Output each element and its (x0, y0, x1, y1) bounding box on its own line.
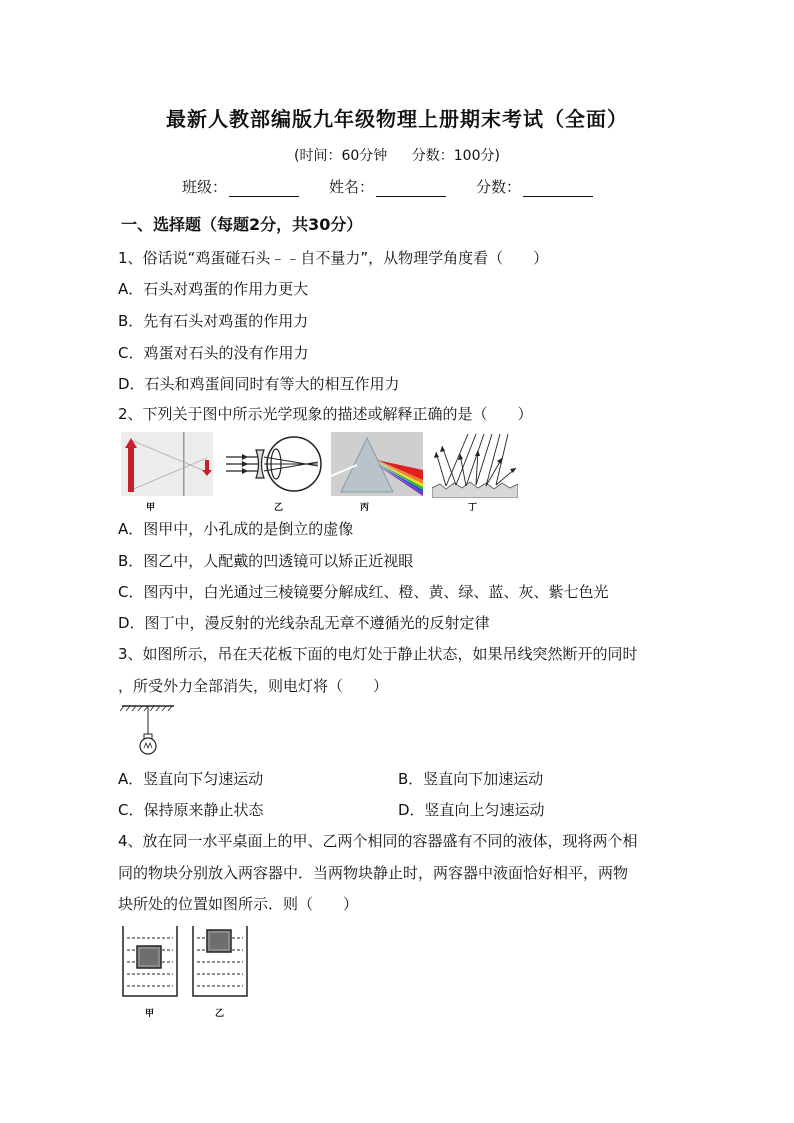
q3-option-d: D．竖直向上匀速运动 (398, 801, 545, 819)
q1-option-b: B．先有石头对鸡蛋的作用力 (118, 312, 309, 330)
class-field (182, 176, 299, 197)
q1-option-c: C．鸡蛋对石头的没有作用力 (118, 344, 309, 362)
name-blank (376, 180, 446, 197)
q4-caption-jia: 甲 (145, 1009, 155, 1019)
q4-stem-line1: 4、放在同一水平桌面上的甲、乙两个相同的容器盛有不同的液体，现将两个相 (118, 832, 638, 850)
hanging-lamp-figure (120, 702, 176, 758)
exam-total-score: 分数：100分) (411, 148, 500, 164)
q2-option-a: A．图甲中，小孔成的是倒立的虚像 (118, 520, 354, 538)
q2-caption-yi: 乙 (274, 503, 284, 513)
q2-option-d: D．图丁中，漫反射的光线杂乱无章不遵循光的反射定律 (118, 614, 490, 632)
name-field (329, 176, 446, 197)
q2-stem: 2、下列关于图中所示光学现象的描述或解释正确的是（ ） (118, 405, 533, 423)
q2-option-c: C．图丙中，白光通过三棱镜要分解成红、橙、黄、绿、蓝、灰、紫七色光 (118, 583, 609, 601)
score-blank (523, 180, 593, 197)
q1-option-d: D．石头和鸡蛋间同时有等大的相互作用力 (118, 375, 400, 393)
q2-caption-bing: 丙 (360, 503, 370, 513)
q1-stem: 1、俗话说“鸡蛋碰石头﹣﹣自不量力”，从物理学角度看（ ） (118, 249, 549, 267)
q1-option-a: A．石头对鸡蛋的作用力更大 (118, 280, 309, 298)
eye-lens-figure (222, 432, 324, 496)
prism-figure (331, 432, 423, 496)
q2-caption-jia: 甲 (146, 503, 156, 513)
score-field (476, 176, 593, 197)
q3-option-b: B．竖直向下加速运动 (398, 770, 544, 788)
exam-meta (0, 145, 794, 165)
score-label: 分数： (476, 178, 522, 196)
name-label: 姓名： (329, 178, 375, 196)
q4-caption-yi: 乙 (215, 1009, 225, 1019)
q3-option-a: A．竖直向下匀速运动 (118, 770, 264, 788)
class-blank (229, 180, 299, 197)
q2-option-b: B．图乙中，人配戴的凹透镜可以矫正近视眼 (118, 552, 414, 570)
diffuse-reflection-figure (432, 432, 518, 498)
q4-stem-line3: 块所处的位置如图所示．则（ ） (118, 895, 359, 913)
class-label: 班级： (182, 178, 228, 196)
student-info-row (182, 176, 623, 197)
q3-option-c: C．保持原来静止状态 (118, 801, 264, 819)
q3-stem-line2: ，所受外力全部消失，则电灯将（ ） (118, 677, 389, 695)
exam-time: (时间：60分钟 (294, 148, 388, 164)
section-heading: 一、选择题（每题2分，共30分） (121, 215, 363, 234)
q4-stem-line2: 同的物块分别放入两容器中．当两物块静止时，两容器中液面恰好相平，两物 (118, 864, 629, 882)
pinhole-figure (121, 432, 213, 496)
q3-stem-line1: 3、如图所示，吊在天花板下面的电灯处于静止状态，如果吊线突然断开的同时 (118, 645, 638, 663)
containers-figure (121, 924, 261, 1000)
q2-caption-ding: 丁 (468, 503, 478, 513)
exam-title: 最新人教部编版九年级物理上册期末考试（全面） (166, 107, 628, 131)
